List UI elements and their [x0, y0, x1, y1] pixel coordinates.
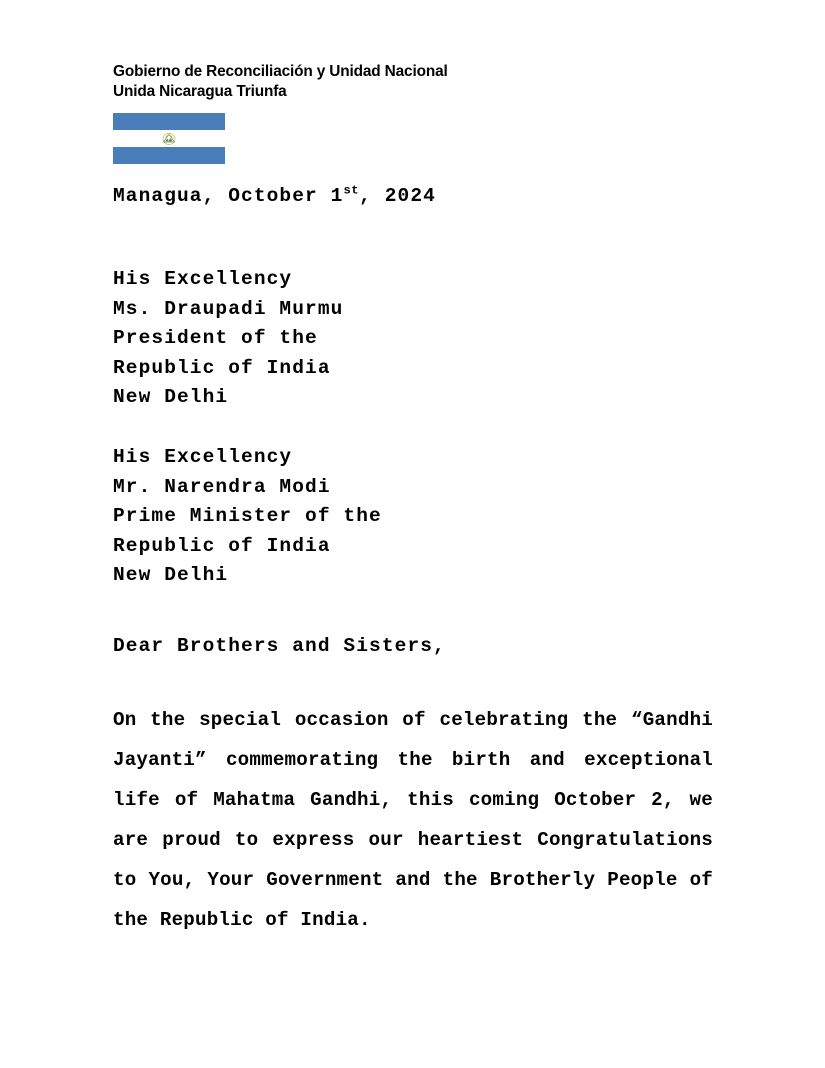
body-paragraph-text: On the special occasion of celebrating the “Gandhi Jayanti” commemorating the birth and exceptional life of Mahatma Gandhi, this coming October 2, we are proud to express our heartiest Congratulations to You, Your Government and the Brotherly People of the Republic of India. — [113, 709, 713, 931]
addressee-block-president — [113, 265, 343, 413]
body-paragraph — [113, 700, 713, 940]
addressee-title-line-1: President of the — [113, 327, 318, 350]
date-ordinal-suffix: st — [343, 183, 360, 198]
addressee-name: Mr. Narendra Modi — [113, 475, 331, 498]
addressee-name: Ms. Draupadi Murmu — [113, 297, 344, 320]
letterhead-line-slogan: Unida Nicaragua Triunfa — [113, 83, 287, 100]
addressee-honorific: His Excellency — [113, 446, 293, 468]
addressee-title-line-2: Republic of India — [113, 534, 331, 557]
letterhead — [113, 62, 733, 102]
addressee-honorific: His Excellency — [113, 268, 293, 290]
salutation: Dear Brothers and Sisters, — [113, 635, 446, 657]
flag-stripe-middle — [113, 130, 225, 147]
addressee-city: New Delhi — [113, 386, 229, 409]
addressee-title-line-2: Republic of India — [113, 356, 331, 379]
nicaragua-flag-icon — [113, 113, 225, 164]
addressee-city: New Delhi — [113, 564, 229, 587]
date-line — [113, 183, 436, 209]
nicaragua-coat-of-arms-icon — [161, 130, 178, 147]
letterhead-line-government: Gobierno de Reconciliación y Unidad Nacional — [113, 63, 448, 80]
addressee-block-prime-minister — [113, 443, 382, 591]
addressee-title-line-1: Prime Minister of the — [113, 505, 382, 528]
flag-stripe-top — [113, 113, 225, 130]
date-text-prefix: Managua, October 1 — [113, 185, 344, 207]
flag-stripe-bottom — [113, 147, 225, 164]
date-text-suffix: , 2024 — [359, 185, 436, 207]
